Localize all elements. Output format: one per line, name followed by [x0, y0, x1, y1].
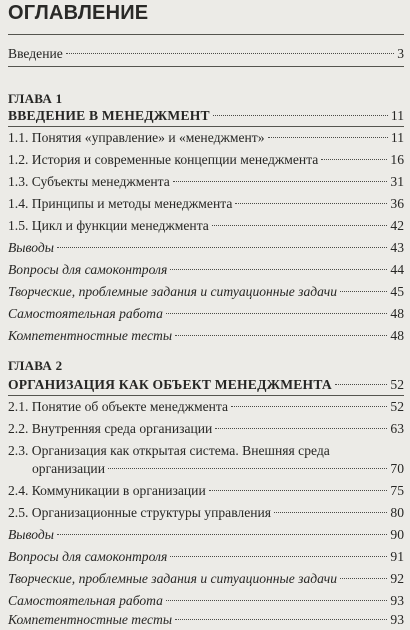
leader-dots [166, 600, 387, 601]
leader-dots [213, 115, 388, 116]
leader-dots [340, 291, 387, 292]
entry-label: Самостоятельная работа [8, 306, 163, 321]
leader-dots [173, 181, 388, 182]
entry-label: 2.2. Внутренняя среда организации [8, 421, 213, 436]
toc-entry[interactable] [8, 397, 404, 417]
toc-entry[interactable] [8, 238, 404, 258]
entry-label: 1.2. История и современные концепции менеджмента [8, 152, 319, 167]
leader-dots [235, 203, 387, 204]
leader-dots [340, 578, 387, 579]
leader-dots [268, 137, 388, 138]
entry-page: 43 [390, 240, 404, 255]
toc-entry[interactable] [8, 419, 404, 439]
entry-label-line-2: организации [32, 461, 105, 476]
leader-dots [175, 619, 387, 620]
entry-label: Компетентностные тесты [8, 328, 173, 343]
chapter-2-heading[interactable] [8, 375, 404, 395]
leader-dots [335, 384, 387, 385]
title-divider [8, 34, 404, 35]
leader-dots [166, 313, 387, 314]
entry-page: 42 [390, 218, 404, 233]
toc-entry[interactable] [8, 326, 404, 346]
entry-label: 2.5. Организационные структуры управления [8, 505, 272, 520]
entry-label: Вопросы для самоконтроля [8, 262, 168, 277]
toc-entry[interactable] [8, 216, 404, 236]
entry-label: Выводы [8, 240, 54, 255]
leader-dots [170, 556, 387, 557]
entry-page: 92 [390, 571, 404, 586]
entry-page: 90 [390, 527, 404, 542]
entry-page: 52 [390, 399, 404, 414]
toc-entry[interactable] [8, 304, 404, 324]
toc-entry[interactable] [8, 172, 404, 192]
chapter-2-divider [8, 395, 404, 396]
entry-page: 93 [390, 593, 404, 608]
entry-page: 31 [390, 174, 404, 189]
entry-page: 91 [390, 549, 404, 564]
chapter-heading-label: ВВЕДЕНИЕ В МЕНЕДЖМЕНТ [8, 108, 210, 123]
entry-label: Творческие, проблемные задания и ситуационные задачи [8, 284, 338, 299]
entry-page: 48 [390, 306, 404, 321]
toc-entry-multiline[interactable] [8, 442, 404, 478]
leader-dots [57, 247, 387, 248]
toc-entry-intro[interactable] [8, 44, 404, 64]
toc-entry[interactable] [8, 591, 404, 611]
chapter-1-divider [8, 126, 404, 127]
entry-label: Введение [8, 46, 63, 61]
toc-entry[interactable] [8, 503, 404, 523]
entry-page: 36 [390, 196, 404, 211]
entry-label: Компетентностные тесты [8, 612, 173, 627]
entry-label: Вопросы для самоконтроля [8, 549, 168, 564]
toc-entry[interactable] [8, 525, 404, 545]
entry-page: 80 [390, 505, 404, 520]
leader-dots [66, 53, 394, 54]
leader-dots [108, 468, 387, 469]
entry-label: 1.4. Принципы и методы менеджмента [8, 196, 233, 211]
entry-page: 44 [390, 262, 404, 277]
entry-label-line-1: 2.3. Организация как открытая система. Внешняя среда [8, 443, 330, 458]
chapter-heading-label: ОРГАНИЗАЦИЯ КАК ОБЪЕКТ МЕНЕДЖМЕНТА [8, 377, 332, 392]
entry-label: 2.4. Коммуникации в организации [8, 483, 206, 498]
intro-divider [8, 66, 404, 67]
leader-dots [274, 512, 387, 513]
entry-label: Творческие, проблемные задания и ситуационные задачи [8, 571, 338, 586]
leader-dots [215, 428, 387, 429]
toc-entry[interactable] [8, 282, 404, 302]
toc-entry[interactable] [8, 194, 404, 214]
entry-page: 16 [390, 152, 404, 167]
toc-entry[interactable] [8, 150, 404, 170]
chapter-1-label: ГЛАВА 1 [8, 91, 63, 106]
toc-entry[interactable] [8, 547, 404, 567]
entry-label: 1.5. Цикл и функции менеджмента [8, 218, 209, 233]
entry-label: Самостоятельная работа [8, 593, 163, 608]
entry-label: 1.3. Субъекты менеджмента [8, 174, 170, 189]
leader-dots [212, 225, 388, 226]
toc-entry[interactable] [8, 610, 404, 630]
leader-dots [57, 534, 387, 535]
entry-page: 63 [390, 421, 404, 436]
entry-page: 11 [390, 108, 404, 123]
entry-page: 45 [390, 284, 404, 299]
entry-page: 70 [390, 461, 404, 476]
toc-entry[interactable] [8, 569, 404, 589]
entry-label: 2.1. Понятие об объекте менеджмента [8, 399, 229, 414]
entry-page: 3 [397, 46, 404, 61]
leader-dots [209, 490, 388, 491]
chapter-2-label: ГЛАВА 2 [8, 358, 63, 373]
entry-page: 93 [390, 612, 404, 627]
toc-entry[interactable] [8, 128, 404, 148]
chapter-1-heading[interactable] [8, 106, 404, 126]
entry-label: 1.1. Понятия «управление» и «менеджмент» [8, 130, 265, 145]
leader-dots [175, 335, 387, 336]
leader-dots [321, 159, 387, 160]
page-title: ОГЛАВЛЕНИЕ [8, 2, 149, 24]
entry-page: 11 [390, 130, 404, 145]
toc-entry[interactable] [8, 260, 404, 280]
entry-label: Выводы [8, 527, 54, 542]
entry-page: 75 [390, 483, 404, 498]
entry-page: 48 [390, 328, 404, 343]
toc-entry[interactable] [8, 481, 404, 501]
leader-dots [170, 269, 387, 270]
entry-page: 52 [390, 377, 404, 392]
leader-dots [231, 406, 387, 407]
